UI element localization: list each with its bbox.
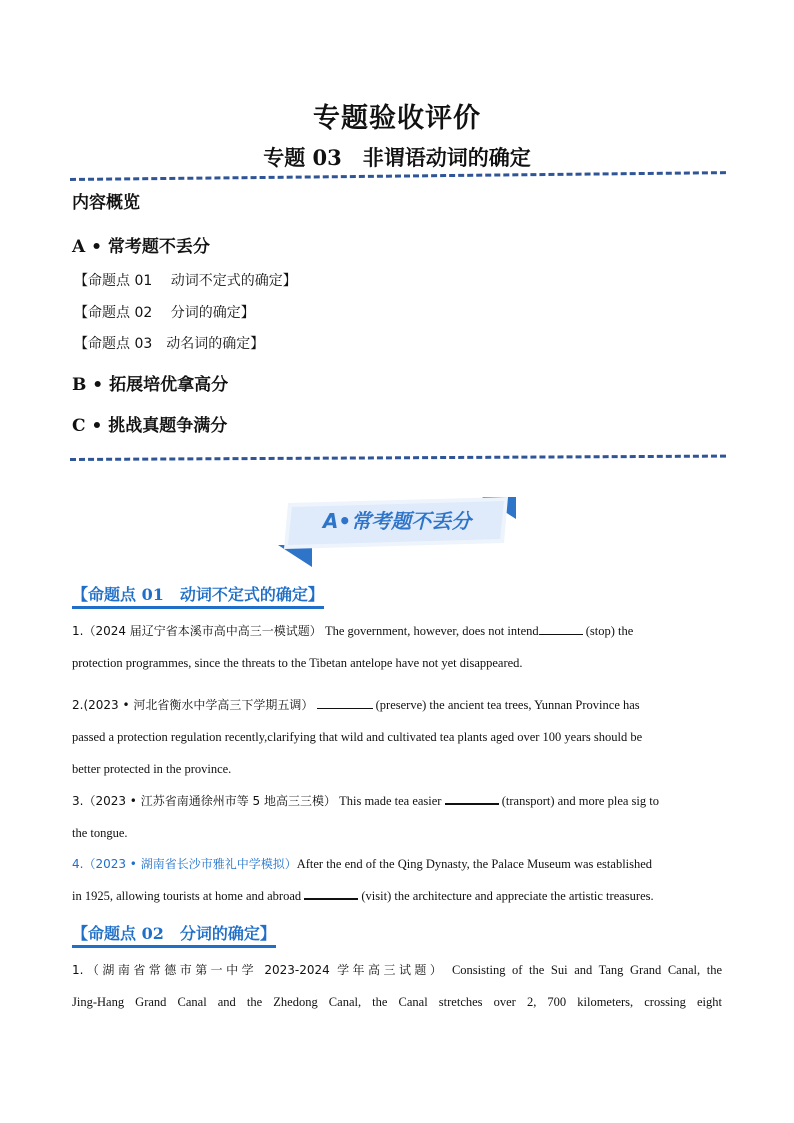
banner-label: A•常考题不丢分	[322, 509, 472, 533]
overview-section-a: A • 常考题不丢分	[72, 237, 210, 257]
overview-section-c: C • 挑战真题争满分	[72, 416, 228, 436]
question-source: 4.（2023 • 湖南省长沙市雅礼中学模拟）	[72, 857, 297, 871]
question-1-3	[72, 785, 722, 849]
question-1-2	[72, 689, 722, 785]
question-text: The government, however, does not intend	[324, 624, 539, 638]
question-2-1	[72, 954, 722, 1018]
question-line	[72, 954, 722, 986]
question-text-line: protection programmes, since the threats to the Tibetan antelope have not yet disappeared.	[72, 656, 523, 670]
answer-blank[interactable]	[304, 884, 358, 900]
section-a-banner	[278, 497, 516, 567]
question-text: After the end of the Qing Dynasty, the Palace Museum was established	[296, 857, 653, 871]
question-text-line: passed a protection regulation recently,clarifying that wild and cultivated tea plants aged over 100 years should be	[72, 730, 643, 744]
question-text-line: the tongue.	[72, 826, 128, 840]
answer-blank[interactable]	[317, 694, 373, 709]
question-text: This made tea easier	[339, 794, 442, 808]
question-hint: (transport) and more plea sig to	[501, 794, 659, 808]
question-source: 1.（2024 届辽宁省本溪市高中高三一模试题）	[72, 624, 322, 638]
dashed-divider-bottom	[70, 455, 726, 461]
question-source: 1.（湖南省常德市第一中学 2023-2024 学年高三试题）	[72, 963, 446, 977]
question-1-1	[72, 615, 722, 679]
question-text-line: better protected in the province.	[72, 762, 232, 776]
question-hint: (stop) the	[585, 624, 634, 638]
overview-section-b: B • 拓展培优拿高分	[72, 375, 229, 395]
answer-blank[interactable]	[539, 620, 583, 635]
page-title: 专题验收评价	[313, 103, 481, 134]
overview-heading: 内容概览	[72, 193, 140, 213]
overview-point-2: 【命题点 02 分词的确定】	[74, 305, 255, 321]
question-1-4	[72, 848, 722, 912]
dashed-divider-top	[70, 171, 726, 181]
point-2-heading: 【命题点 02 分词的确定】	[72, 921, 276, 948]
answer-blank[interactable]	[445, 789, 499, 805]
point-1-heading: 【命题点 01 动词不定式的确定】	[72, 582, 324, 609]
question-hint: (visit) the architecture and appreciate the artistic treasures.	[361, 889, 654, 903]
question-hint: (preserve) the ancient tea trees, Yunnan Province has	[375, 698, 640, 712]
question-source: 3.（2023 • 江苏省南通徐州市等 5 地高三三模）	[72, 794, 336, 808]
question-text: Consisting of the Sui and Tang Grand Canal, the	[451, 963, 722, 977]
question-text-line: Jing-Hang Grand Canal and the Zhedong Canal, the Canal stretches over 2, 700 kilometers, crossing eight	[72, 995, 722, 1009]
question-source: 2.(2023 • 河北省衡水中学高三下学期五调）	[72, 698, 314, 712]
question-text-line: in 1925, allowing tourists at home and abroad	[72, 889, 302, 903]
overview-point-3: 【命题点 03 动名词的确定】	[74, 336, 265, 352]
overview-point-1: 【命题点 01 动词不定式的确定】	[74, 273, 297, 289]
page-subtitle: 专题 03 非谓语动词的确定	[263, 145, 531, 170]
